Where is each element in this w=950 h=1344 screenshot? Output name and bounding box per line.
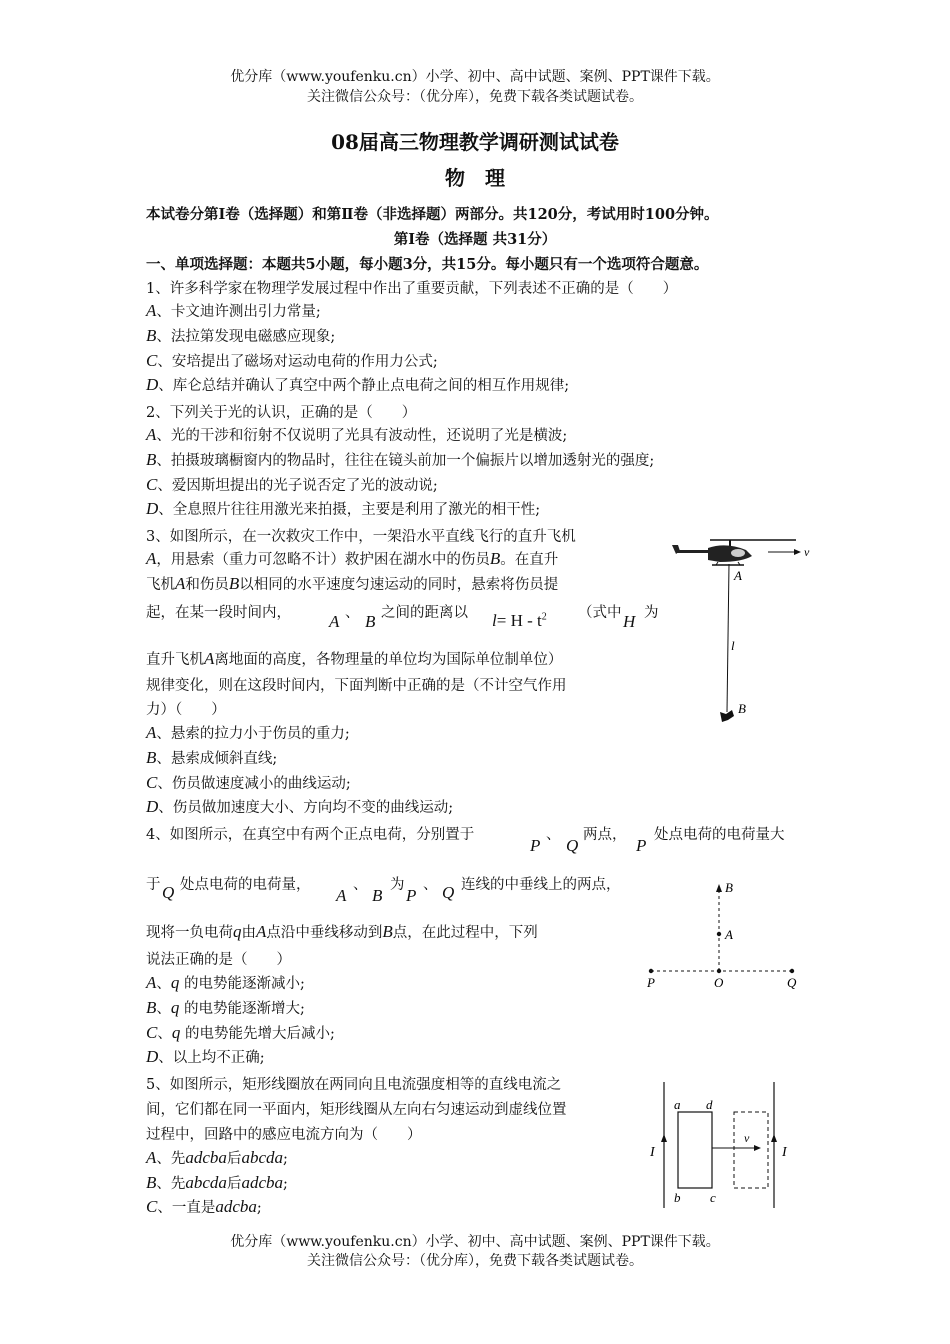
- q2-option-b: B、拍摄玻璃橱窗内的物品时，往往在镜头前加一个偏振片以增加透射光的强度;: [146, 450, 655, 469]
- q3-option-d: D、伤员做加速度大小、方向均不变的曲线运动;: [146, 797, 454, 816]
- q4-option-d: D、以上均不正确;: [146, 1047, 265, 1066]
- charges-a-label: A: [725, 927, 733, 942]
- coil-a-label: a: [674, 1097, 681, 1112]
- q3-option-c: C、伤员做速度减小的曲线运动;: [146, 773, 351, 792]
- charges-figure: [636, 876, 816, 992]
- q2-option-c: C、爱因斯坦提出的光子说否定了光的波动说;: [146, 475, 438, 494]
- q4-var-a: A: [336, 886, 347, 905]
- q2-option-a: A、光的干涉和衍射不仅说明了光具有波动性，还说明了光是横波;: [146, 425, 568, 444]
- q3-line-4-a: 起，在某一段时间内，: [146, 605, 291, 621]
- exam-subject: 物 理: [445, 166, 505, 190]
- q4-var-q: Q: [566, 836, 579, 855]
- q4-var-p: P: [530, 836, 541, 855]
- q3-formula-body: = H - t: [496, 611, 542, 630]
- q4-line-1-d: 处点电荷的电荷量大: [654, 827, 785, 843]
- coil-d-label: d: [706, 1097, 713, 1112]
- q4-sep-1: 、: [546, 827, 561, 843]
- q4-option-b: B、q 的电势能逐渐增大;: [146, 998, 305, 1017]
- wire-right-i-label: I: [782, 1145, 787, 1160]
- q4-option-a: A、q 的电势能逐渐减小;: [146, 973, 305, 992]
- exam-intro: 本试卷分第Ⅰ卷（选择题）和第Ⅱ卷（非选择题）两部分。共120分，考试用时100分钟。: [146, 206, 719, 223]
- q3-line-4-d: （式中: [578, 605, 622, 621]
- q3-option-a: A、悬索的拉力小于伤员的重力;: [146, 723, 350, 742]
- q4-var-p-2: P: [636, 836, 647, 855]
- q3-line-3: 飞机A和伤员B以相同的水平速度匀速运动的同时，悬索将伤员提: [146, 574, 559, 593]
- q3-var-h: H: [623, 612, 636, 631]
- q4-line-2-a: 于: [146, 877, 161, 893]
- q3-line-4-c: 之间的距离以: [381, 605, 468, 621]
- q3-formula: $l= H - t^2$: [492, 611, 547, 630]
- q3-sep: 、: [345, 605, 360, 621]
- header-line-1: 优分库（www.youfenku.cn）小学、初中、高中试题、案例、PPT课件下载。: [230, 69, 720, 85]
- q3-line-5: 直升飞机A离地面的高度，各物理量的单位均为国际单位制单位）: [146, 649, 563, 668]
- q4-sep-2: 、: [353, 877, 368, 893]
- rope-l-label: l: [731, 638, 735, 653]
- coil-c-label: c: [710, 1190, 716, 1205]
- q3-formula-exp: 2: [541, 611, 547, 623]
- q3-var-b: B: [365, 612, 376, 631]
- q4-var-p-3: P: [406, 886, 417, 905]
- header-line-2: 关注微信公众号：（优分库），免费下载各类试题试卷。: [307, 89, 643, 105]
- q1-option-b: B、法拉第发现电磁感应现象;: [146, 326, 336, 345]
- q4-line-3: 现将一负电荷q由A点沿中垂线移动到B点，在此过程中，下列: [146, 922, 538, 941]
- helicopter-figure: [668, 530, 818, 735]
- q5-line-1: 5、如图所示，矩形线圈放在两同向且电流强度相等的直线电流之: [146, 1077, 562, 1093]
- coil-b-label: b: [674, 1190, 681, 1205]
- charges-q-label: Q: [787, 975, 797, 990]
- q3-option-b: B、悬索成倾斜直线;: [146, 748, 278, 767]
- q4-line-1-a: 4、如图所示，在真空中有两个正点电荷，分别置于: [146, 827, 475, 843]
- q4-sep-3: 、: [423, 877, 438, 893]
- charges-o-label: O: [714, 975, 724, 990]
- coil-v-label: v: [744, 1131, 750, 1145]
- q3-line-1: 3、如图所示，在一次救灾工作中，一架沿水平直线飞行的直升飞机: [146, 529, 576, 545]
- footer-line-2: 关注微信公众号：（优分库），免费下载各类试题试卷。: [307, 1253, 643, 1269]
- q1-option-d: D、库仑总结并确认了真空中两个静止点电荷之间的相互作用规律;: [146, 375, 570, 394]
- part-1-heading: 第Ⅰ卷（选择题 共31分）: [393, 231, 557, 248]
- q4-line-2-f: 连线的中垂线上的两点，: [461, 877, 621, 893]
- charges-p-label: P: [647, 975, 655, 990]
- charges-b-label: B: [725, 880, 733, 895]
- q4-option-c: C、q 的电势能先增大后减小;: [146, 1023, 335, 1042]
- helicopter-a-label: A: [734, 568, 742, 583]
- q3-line-7: 力）（ ）: [146, 702, 226, 718]
- q4-var-q-3: Q: [442, 883, 455, 902]
- q1-option-a: A、卡文迪许测出引力常量;: [146, 301, 321, 320]
- section-1-heading: 一、单项选择题：本题共5小题，每小题3分，共15分。每小题只有一个选项符合题意。: [146, 256, 709, 273]
- q1-option-c: C、安培提出了磁场对运动电荷的作用力公式;: [146, 351, 438, 370]
- footer-line-1: 优分库（www.youfenku.cn）小学、初中、高中试题、案例、PPT课件下载。: [230, 1234, 720, 1250]
- q5-option-c: C、一直是adcba;: [146, 1197, 262, 1216]
- wire-left-i-label: I: [650, 1145, 655, 1160]
- q2-option-d: D、全息照片往往用激光来拍摄，主要是利用了激光的相干性;: [146, 499, 541, 518]
- q4-var-q-2: Q: [162, 883, 175, 902]
- exam-title: 08届高三物理教学调研测试试卷: [331, 130, 619, 154]
- q4-line-4: 说法正确的是（ ）: [146, 952, 291, 968]
- q5-option-a: A、先adcba后abcda;: [146, 1148, 288, 1167]
- q3-line-6: 规律变化，则在这段时间内，下面判断中正确的是（不计空气作用: [146, 678, 567, 694]
- q5-option-b: B、先abcda后adcba;: [146, 1173, 288, 1192]
- q3-var-a: A: [329, 612, 340, 631]
- helicopter-v-label: v: [804, 545, 810, 559]
- q2-stem: 2、下列关于光的认识，正确的是（ ）: [146, 405, 417, 421]
- victim-b-label: B: [738, 701, 746, 716]
- q3-line-2: A，用悬索（重力可忽略不计）救护困在湖水中的伤员B。在直升: [146, 549, 559, 568]
- q3-line-4-e: 为: [644, 605, 659, 621]
- q1-stem: 1、许多科学家在物理学发展过程中作出了重要贡献，下列表述不正确的是（ ）: [146, 281, 678, 297]
- q4-line-1-c: 两点，: [583, 827, 627, 843]
- q5-line-2: 间，它们都在同一平面内，矩形线圈从左向右匀速运动到虚线位置: [146, 1102, 567, 1118]
- q5-line-3: 过程中，回路中的感应电流方向为（ ）: [146, 1127, 422, 1143]
- q4-line-2-d: 为: [390, 877, 405, 893]
- q4-line-2-b: 处点电荷的电荷量，: [180, 877, 311, 893]
- q4-var-b: B: [372, 886, 383, 905]
- coil-figure: [648, 1080, 808, 1214]
